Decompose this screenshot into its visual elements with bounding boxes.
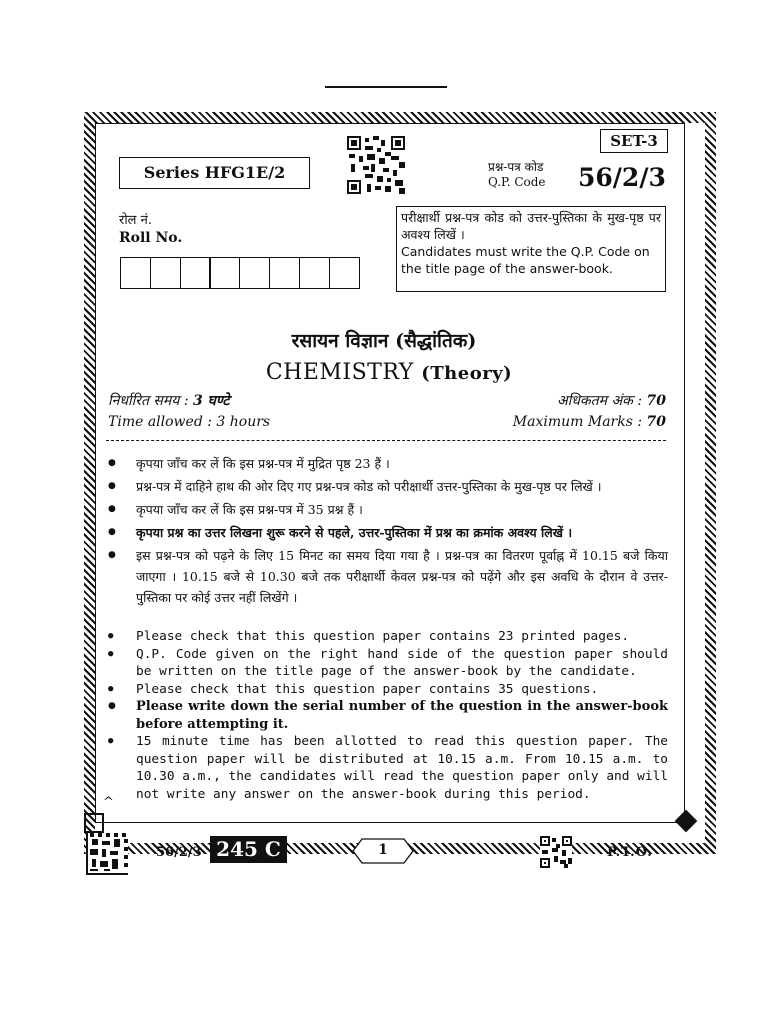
roll-box	[120, 257, 151, 289]
instruction-item-hi: ● प्रश्न-पत्र में दाहिने हाथ की ओर दिए गए प्रश्न-पत्र कोड को परीक्षार्थी उत्तर-पुस्तिका के मुख-पृष्ठ पर लिखें ।	[106, 476, 668, 497]
roll-box	[209, 257, 240, 289]
instruction-item-en: ● Please write down the serial number of the question in the answer-book before attempting it.	[106, 698, 668, 733]
marks-label-hi: अधिकतम अंक :	[556, 393, 647, 409]
subject-suffix: (Theory)	[421, 363, 513, 384]
qp-code-label-en: Q.P. Code	[488, 175, 546, 189]
qp-code-label-hi: प्रश्न-पत्र कोड	[488, 160, 544, 174]
pto-label: P.T.O.	[607, 845, 653, 860]
datamatrix-code-icon	[86, 833, 128, 875]
series-label: Series HFG1E/2	[119, 157, 310, 189]
instruction-item-en: ● Please check that this question paper contains 23 printed pages.	[106, 628, 668, 646]
set-label: SET-3	[600, 129, 668, 153]
subject-title-en	[0, 360, 768, 385]
footer-qp-code: 56/2/3	[156, 845, 202, 860]
instructions-english	[106, 628, 668, 803]
roll-box	[180, 257, 211, 289]
time-label-en: Time allowed :	[108, 414, 217, 430]
marks-label-en: Maximum Marks :	[512, 414, 647, 430]
subject-name: CHEMISTRY	[265, 360, 414, 385]
roll-box	[239, 257, 270, 289]
qp-code: 56/2/3	[578, 163, 666, 192]
candidate-note	[396, 206, 666, 292]
dashed-divider	[106, 440, 666, 441]
candidate-note-en: Candidates must write the Q.P. Code on the title page of the answer-book.	[401, 244, 650, 276]
marks-value-hi: 70	[646, 393, 666, 409]
subject-title-hi: रसायन विज्ञान (सैद्धांतिक)	[291, 330, 477, 352]
instruction-item-en: ● Q.P. Code given on the right hand side of the question paper should be written on the title page of the answer-book by the candidate.	[106, 646, 668, 681]
candidate-note-hi: परीक्षार्थी प्रश्न-पत्र कोड को उत्तर-पुस्तिका के मुख-पृष्ठ पर अवश्य लिखें ।	[401, 210, 661, 242]
qp-code-label	[488, 160, 546, 190]
max-marks-hi	[557, 391, 666, 410]
instruction-item-en: ● 15 minute time has been allotted to read this question paper. The question paper will be distributed at 10.15 a.m. From 10.15 a.m. to 10.30 a.m., the candidates will read the question paper only and will not write any answer on the answer-book during this period.	[106, 733, 668, 803]
corner-ornament-left	[84, 813, 104, 833]
time-allowed-hi	[108, 391, 229, 410]
time-value-hi: 3 घण्टे	[193, 393, 230, 409]
instruction-item-hi: ● कृपया जाँच कर लें कि इस प्रश्न-पत्र में 35 प्रश्न हैं ।	[106, 499, 668, 520]
roll-box	[329, 257, 360, 289]
roll-box	[269, 257, 300, 289]
instructions-hindi	[106, 453, 668, 610]
time-value-en: 3 hours	[216, 414, 271, 430]
roll-box	[299, 257, 330, 289]
instruction-item-hi: ● कृपया जाँच कर लें कि इस प्रश्न-पत्र में मुद्रित पृष्ठ 23 हैं ।	[106, 453, 668, 474]
instruction-item-hi: ● कृपया प्रश्न का उत्तर लिखना शुरू करने से पहले, उत्तर-पुस्तिका में प्रश्न का क्रमांक अवश्य लिखें ।	[106, 522, 668, 543]
roll-number-boxes	[120, 257, 359, 289]
qr-code-icon	[347, 136, 405, 194]
page-number: 1	[378, 842, 388, 858]
instruction-item-en: ● Please check that this question paper contains 35 questions.	[106, 681, 668, 699]
marks-value-en: 70	[646, 414, 666, 430]
instruction-item-hi: ● इस प्रश्न-पत्र को पढ़ने के लिए 15 मिनट का समय दिया गया है । प्रश्न-पत्र का वितरण पूर्वाह्न में 10.15 बजे किया जाएगा । 10.15 बजे से 10.30 बजे तक परीक्षार्थी केवल प्रश्न-पत्र को पढ़ेंगे और इस अवधि के दौरान वे उत्तर-पुस्तिका पर कोई उत्तर नहीं लिखेंगे ।	[106, 545, 668, 608]
time-allowed-en	[108, 414, 270, 430]
roll-label-hi: रोल नं.	[119, 213, 152, 228]
footer-code-box: 245 C	[210, 836, 287, 863]
time-label-hi: निर्धारित समय :	[108, 393, 193, 409]
qr-code-small-icon	[540, 836, 572, 868]
caret-mark: ^	[103, 795, 114, 810]
max-marks-en	[513, 414, 666, 430]
roll-box	[150, 257, 181, 289]
roll-label-en: Roll No.	[119, 230, 183, 246]
top-rule	[325, 86, 447, 88]
